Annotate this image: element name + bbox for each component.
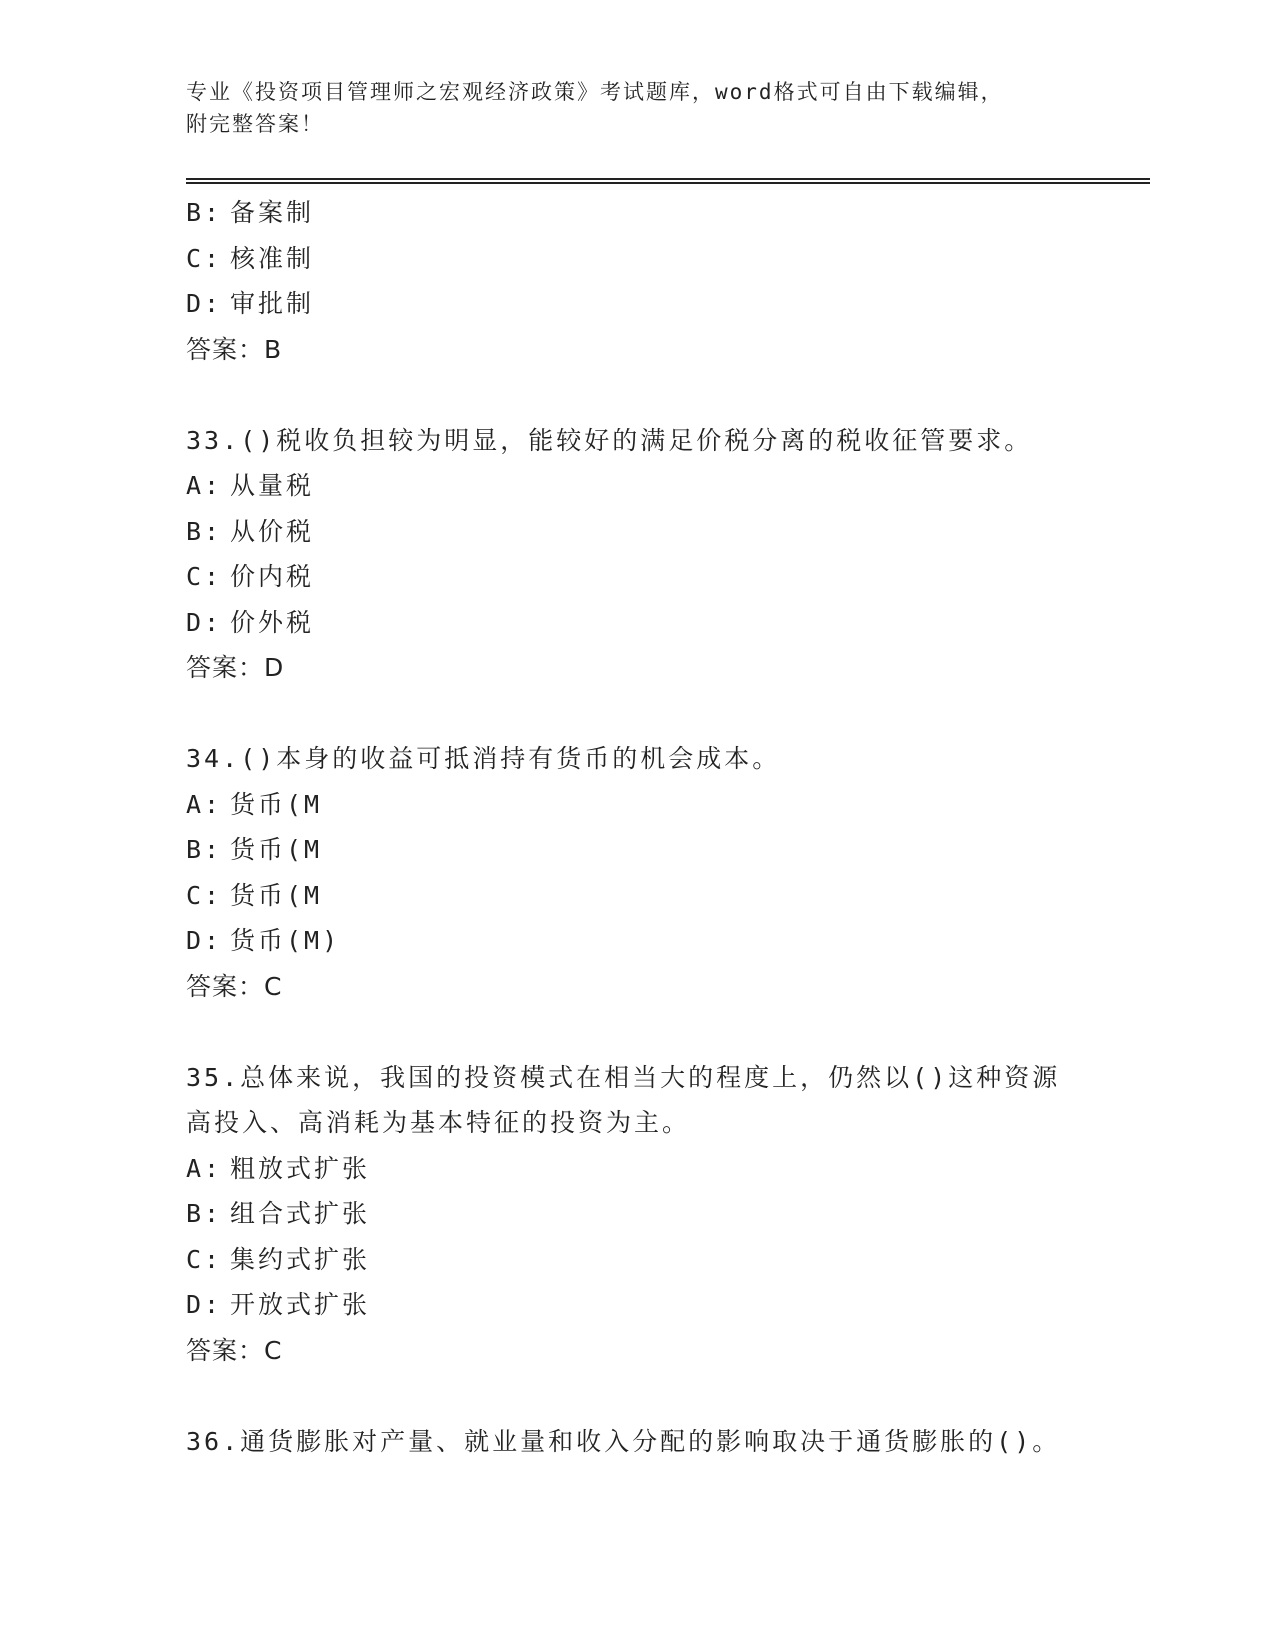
question-text: 36.通货膨胀对产量、就业量和收入分配的影响取决于通货膨胀的()。: [186, 1426, 1061, 1456]
question-34: [186, 736, 1086, 1009]
answer-line: 答案：C: [186, 1335, 283, 1365]
option-b: [186, 509, 1086, 555]
answer-line: 答案：C: [186, 971, 283, 1001]
option-key: C:: [186, 562, 223, 591]
option-a: [186, 1146, 1086, 1192]
option-text: 价外税: [230, 607, 315, 637]
spacer: [186, 1373, 1086, 1419]
option-text: 组合式扩张: [230, 1199, 371, 1228]
option-text: 审批制: [230, 289, 315, 318]
option-text: 货币(M): [230, 926, 341, 955]
question-text-line-2: 高投入、高消耗为基本特征的投资为主。: [186, 1108, 691, 1137]
option-key: D:: [186, 607, 223, 637]
option-key: D:: [186, 926, 223, 955]
option-text: 粗放式扩张: [230, 1153, 371, 1183]
option-key: C:: [186, 880, 223, 910]
option-c: [186, 554, 1086, 600]
spacer: [186, 372, 1086, 418]
answer-line: 答案：D: [186, 653, 285, 682]
option-key: C:: [186, 1244, 223, 1274]
option-key: B:: [186, 1199, 223, 1228]
option-a: [186, 463, 1086, 509]
option-d: [186, 281, 1086, 327]
option-key: A:: [186, 471, 223, 500]
header-divider-top: [186, 178, 1150, 180]
option-text: 集约式扩张: [230, 1244, 371, 1274]
option-text: 备案制: [230, 198, 315, 227]
question-text-line-1: 35.总体来说，我国的投资模式在相当大的程度上，仍然以()这种资源: [186, 1062, 1061, 1092]
question-list: [186, 190, 1086, 1464]
question-text: 33.()税收负担较为明显，能较好的满足价税分离的税收征管要求。: [186, 425, 1033, 455]
header-line-2: 附完整答案！: [186, 112, 324, 136]
option-c: [186, 1237, 1086, 1283]
header-line-1: 专业《投资项目管理师之宏观经济政策》考试题库，word格式可自由下载编辑，: [186, 80, 1004, 104]
option-key: B:: [186, 198, 223, 227]
option-key: C:: [186, 243, 223, 273]
question-text: 34.()本身的收益可抵消持有货币的机会成本。: [186, 744, 781, 773]
spacer: [186, 1009, 1086, 1055]
option-b: [186, 190, 1086, 236]
option-d: [186, 918, 1086, 964]
question-35: [186, 1055, 1086, 1374]
question-36: [186, 1419, 1086, 1465]
option-d: [186, 600, 1086, 646]
option-text: 从价税: [230, 516, 315, 546]
answer-line: 答案：B: [186, 334, 283, 364]
option-c: [186, 873, 1086, 919]
option-b: [186, 827, 1086, 873]
question-32-partial: [186, 190, 1086, 372]
option-text: 开放式扩张: [230, 1290, 371, 1319]
option-key: A:: [186, 1153, 223, 1183]
option-d: [186, 1282, 1086, 1328]
question-33: [186, 418, 1086, 691]
option-key: D:: [186, 289, 223, 318]
spacer: [186, 691, 1086, 737]
option-text: 价内税: [230, 562, 315, 591]
option-b: [186, 1191, 1086, 1237]
option-key: A:: [186, 789, 223, 819]
document-header: [186, 76, 1066, 140]
option-text: 货币(M: [230, 835, 323, 864]
option-key: B:: [186, 516, 223, 546]
option-c: [186, 236, 1086, 282]
option-key: D:: [186, 1290, 223, 1319]
option-text: 核准制: [230, 243, 315, 273]
option-text: 货币(M: [230, 789, 323, 819]
option-text: 从量税: [230, 471, 315, 500]
option-a: [186, 782, 1086, 828]
option-key: B:: [186, 835, 223, 864]
option-text: 货币(M: [230, 880, 323, 910]
header-divider-bottom: [186, 182, 1150, 184]
